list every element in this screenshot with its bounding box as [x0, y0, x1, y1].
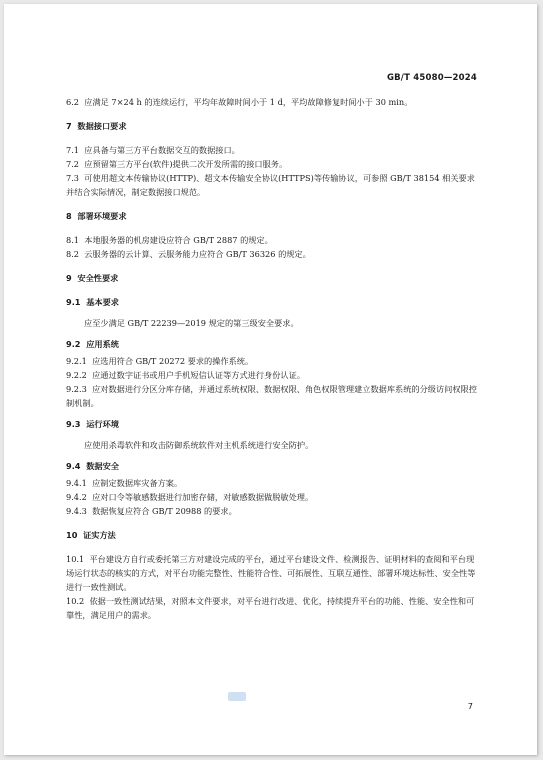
heading-number: 8	[66, 211, 72, 221]
clause-text: 应具备与第三方平台数据交互的数据接口。	[84, 145, 240, 155]
clause-text: 应对口令等敏感数据进行加密存储，对敏感数据做脱敏处理。	[92, 492, 314, 502]
heading-number: 9	[66, 273, 72, 283]
clause-text: 应对数据进行分区分库存储，并通过系统权限、数据权限、角色权限管理建立数据库系统的分级访问权限控制机制。	[66, 384, 477, 408]
clause-number: 9.2.2	[66, 370, 87, 380]
clause-number: 9.2.1	[66, 356, 87, 366]
clause-9-2-2	[66, 368, 482, 382]
clause-8-2	[66, 247, 482, 261]
clause-10-2	[66, 594, 482, 622]
heading-number: 7	[66, 121, 72, 131]
clause-9-3-text: 应使用杀毒软件和攻击防御系统软件对主机系统进行安全防护。	[84, 440, 314, 450]
clause-number: 9.4.2	[66, 492, 87, 502]
clause-9-2-1	[66, 354, 482, 368]
clause-7-2	[66, 157, 482, 171]
heading-9	[66, 271, 482, 285]
heading-10	[66, 528, 482, 542]
heading-9-2	[66, 337, 482, 351]
clause-number: 9.4.3	[66, 506, 87, 516]
clause-text: 应预留第三方平台(软件)提供二次开发所需的接口服务。	[84, 159, 288, 169]
clause-text: 数据恢复应符合 GB/T 20988 的要求。	[92, 506, 237, 516]
clause-number: 7.2	[66, 159, 80, 169]
heading-9-4	[66, 459, 482, 473]
clause-9-4-2	[66, 490, 482, 504]
clause-number: 10.1	[66, 554, 85, 564]
document-page	[4, 4, 537, 755]
clause-9-4-1	[66, 476, 482, 490]
page-content	[66, 95, 482, 622]
clause-text: 可使用超文本传输协议(HTTP)、超文本传输安全协议(HTTPS)等传输协议，可参照 GB/T 38154 相关要求并结合实际情况，制定数据接口规范。	[66, 173, 475, 197]
clause-10-1	[66, 552, 482, 594]
heading-title: 基本要求	[86, 297, 119, 307]
clause-text: 应制定数据库灾备方案。	[92, 478, 183, 488]
clause-9-4-3	[66, 504, 482, 518]
clause-7-1	[66, 143, 482, 157]
heading-number: 9.4	[66, 461, 81, 471]
heading-9-1	[66, 295, 482, 309]
clause-text: 平台建设方自行或委托第三方对建设完成的平台，通过平台建设文件、检测报告、证明材料的查阅和平台现场运行状态的核实的方式，对平台功能完整性、性能符合性、可拓展性、互联互通性、部署环境达标性、安全性等进行一致性测试。	[66, 554, 476, 592]
clause-9-2-3	[66, 382, 482, 410]
heading-title: 运行环境	[86, 419, 119, 429]
clause-number: 8.2	[66, 249, 80, 259]
heading-number: 9.2	[66, 339, 81, 349]
clause-number: 7.3	[66, 173, 80, 183]
heading-7	[66, 119, 482, 133]
clause-number: 7.1	[66, 145, 80, 155]
clause-7-3	[66, 171, 482, 199]
heading-number: 9.3	[66, 419, 81, 429]
clause-text: 应通过数字证书或用户手机短信认证等方式进行身份认证。	[92, 370, 305, 380]
page-number: 7	[467, 701, 473, 711]
heading-number: 10	[66, 530, 78, 540]
standard-number: GB/T 45080—2024	[386, 73, 477, 83]
clause-number: 10.2	[66, 596, 85, 606]
clause-number: 9.4.1	[66, 478, 87, 488]
clause-number: 8.1	[66, 235, 80, 245]
heading-8	[66, 209, 482, 223]
clause-text: 本地服务器的机房建设应符合 GB/T 2887 的规定。	[84, 235, 273, 245]
watermark-stamp	[228, 692, 246, 701]
clause-6-2	[66, 95, 482, 109]
clause-text: 依据一致性测试结果，对照本文件要求，对平台进行改进、优化，持续提升平台的功能、性能、安全性和可靠性，满足用户的需求。	[66, 596, 475, 620]
heading-title: 部署环境要求	[77, 211, 127, 221]
clause-9-1-text: 应至少满足 GB/T 22239—2019 规定的第三级安全要求。	[84, 318, 299, 328]
clause-text: 应满足 7×24 h 的连续运行，平均年故障时间小于 1 d，平均故障修复时间小于 30 min。	[84, 97, 413, 107]
clause-number: 9.2.3	[66, 384, 87, 394]
heading-title: 应用系统	[86, 339, 119, 349]
clause-8-1	[66, 233, 482, 247]
heading-title: 数据接口要求	[77, 121, 127, 131]
heading-title: 数据安全	[86, 461, 119, 471]
heading-number: 9.1	[66, 297, 81, 307]
heading-title: 证实方法	[83, 530, 116, 540]
clause-text: 应选用符合 GB/T 20272 要求的操作系统。	[92, 356, 254, 366]
heading-title: 安全性要求	[77, 273, 119, 283]
clause-number: 6.2	[66, 97, 80, 107]
clause-text: 云服务器的云计算、云服务能力应符合 GB/T 36326 的规定。	[84, 249, 311, 259]
heading-9-3	[66, 417, 482, 431]
